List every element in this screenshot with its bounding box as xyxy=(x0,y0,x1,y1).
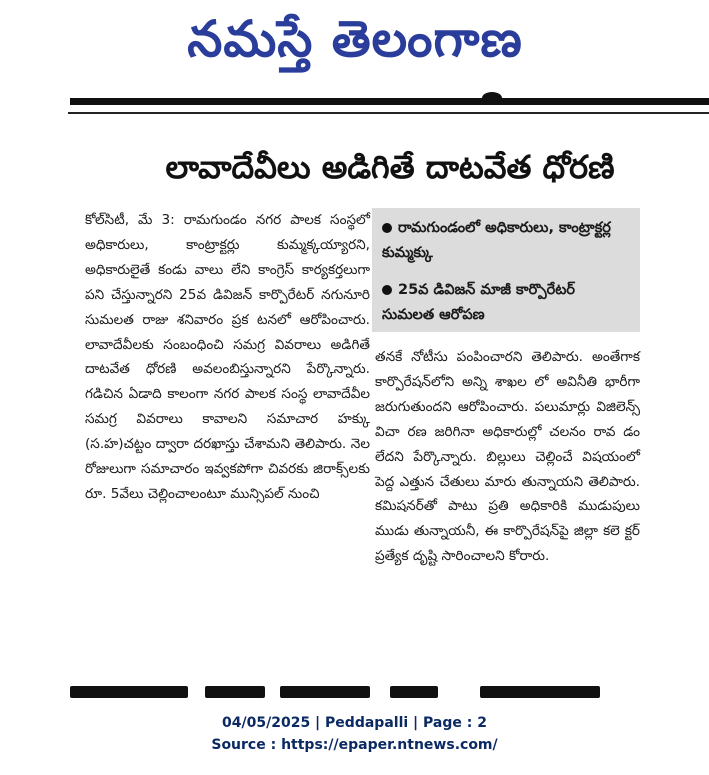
page-footer xyxy=(0,712,709,756)
masthead-rule xyxy=(70,98,709,105)
highlight-box xyxy=(372,208,640,332)
bullet-icon xyxy=(382,223,392,233)
article-right-column xyxy=(375,345,640,569)
highlight-text: 25వ డివిజన్ మాజీ కార్పొరేటర్ సుమలత ఆరోపణ xyxy=(382,282,576,323)
masthead-rule-ornament xyxy=(482,92,502,104)
right-column-text: తనకే నోటీసు పంపించారని తెలిపారు. అంతేగాక కార్పొరేషన్‌లోని అన్ని శాఖల లో అవినీతి భారీగా జరుగుతుందని ఆరోపించారు. పలుమార్లు విజిలెన్స్ విచా రణ జరిగినా అధికారుల్లో చలనం రావ డం లేదని పేర్కొన్నారు. బిల్లులు చెల్లించే విషయంలో పెద్ద ఎత్తున చేతులు మారు తున్నాయని తెలిపారు. కమిషనర్‌తో పాటు ప్రతి అధికారికి ముడుపులు ముడు తున్నాయనీ, ఈ కార్పొరేషన్‌పై జిల్లా కలె క్టర్ ప్రత్యేక దృష్టి సారించాలని కోరారు. xyxy=(375,349,640,565)
article-left-column xyxy=(85,208,370,507)
cropped-next-headline xyxy=(70,686,640,698)
bullet-icon xyxy=(382,285,392,295)
highlight-item xyxy=(382,278,632,328)
article-headline: లావాదేవీలు అడిగితే దాటవేత ధోరణి xyxy=(165,148,615,186)
masthead xyxy=(0,0,709,105)
highlight-item xyxy=(382,216,632,266)
footer-edition-info: 04/05/2025 | Peddapalli | Page : 2 xyxy=(222,715,487,731)
newspaper-logo: నమస్తే తెలంగాణ xyxy=(187,9,523,68)
highlight-text: రామగుండంలో అధికారులు, కాంట్రాక్టర్ల కుమ్మక్కు xyxy=(382,220,611,261)
left-column-text: కోల్‌సిటీ, మే 3: రామగుండం నగర పాలక సంస్థలో అధికారులు, కాంట్రాక్టర్లు కుమ్మక్కయ్యారని, అధికారులైతే కండు వాలు లేని కాంగ్రెస్ కార్యకర్తలుగా పని చేస్తున్నారని 25వ డివిజన్ కార్పొరేటర్ నగునూరి సుమలత రాజు శనివారం ప్రక టనలో ఆరోపించారు. లావాదేవీలకు సంబంధించి సమగ్ర వివరాలు అడిగితే దాటవేత ధోరణి అవలంబిస్తున్నారని పేర్కొన్నారు. గడిచిన ఏడాది కాలంగా నగర పాలక సంస్థ లావాదేవీల సమగ్ర వివరాలు కావాలని సమాచార హక్కు (స.హ)చట్టం ద్వారా దరఖాస్తు చేశామని తెలిపారు. నెల రోజులుగా సమాచారం ఇవ్వకపోగా చివరకు జిరాక్స్‌లకు రూ. 5వేలు చెల్లించాలంటూ మున్సిపల్ నుంచి xyxy=(85,212,370,502)
clipping-border xyxy=(68,112,709,114)
footer-source: Source : https://epaper.ntnews.com/ xyxy=(211,737,498,753)
